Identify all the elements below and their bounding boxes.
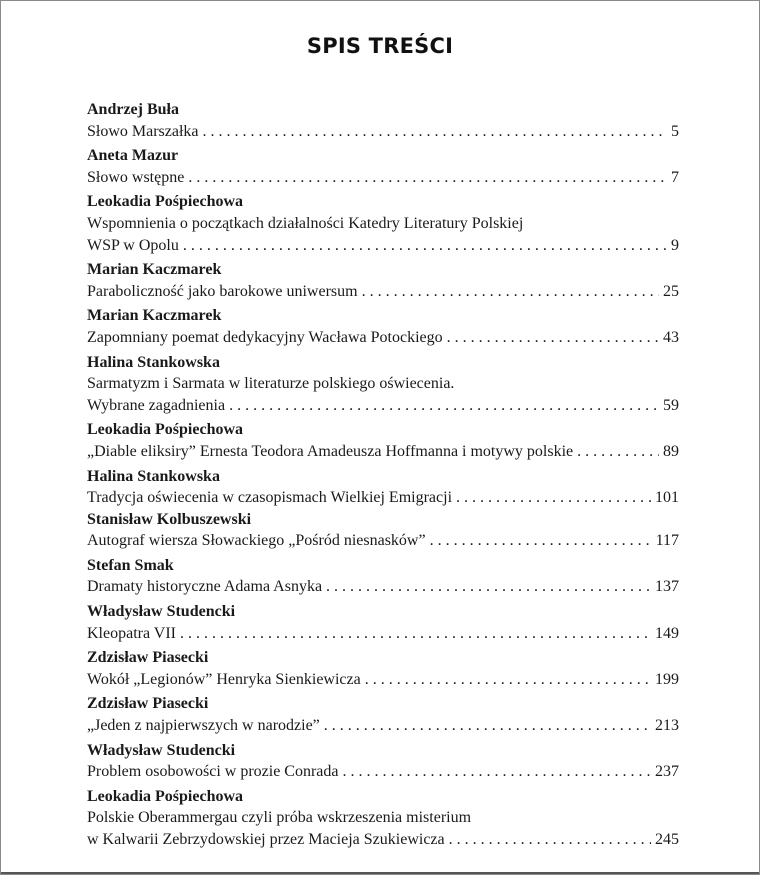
page-number: 5 (671, 122, 679, 140)
toc-author: Marian Kaczmarek (87, 307, 222, 325)
dot-leader (229, 395, 659, 417)
toc-title-row (87, 121, 679, 143)
toc-title: Wokół „Legionów” Henryka Sienkiewicza (87, 670, 361, 688)
page-bottom-rule (1, 872, 759, 874)
toc-title: Słowo Marszałka (87, 122, 199, 140)
page-number: 7 (671, 168, 679, 186)
dot-leader (183, 235, 667, 257)
dot-leader (447, 327, 659, 349)
toc-entry (87, 786, 679, 851)
toc-entry (87, 145, 679, 188)
toc-author: Leokadia Pośpiechowa (87, 421, 244, 439)
toc-title-row (87, 669, 679, 691)
toc-author: Zdzisław Piasecki (87, 649, 209, 667)
toc-title-row (87, 235, 679, 257)
toc-author: Andrzej Buła (87, 101, 179, 118)
toc-title: Wybrane zagadnienia (87, 396, 226, 414)
toc-title: Zapomniany poemat dedykacyjny Wacława Potockiego (87, 328, 443, 346)
toc-entry (87, 352, 679, 417)
toc-title-line: Sarmatyzm i Sarmata w literaturze polskiego oświecenia. (87, 375, 455, 393)
toc-title-row (87, 530, 679, 552)
page-number: 89 (663, 442, 679, 460)
toc-author: Władysław Studencki (87, 741, 236, 759)
page-number: 237 (655, 763, 679, 781)
toc-author: Stanisław Kolbuszewski (87, 510, 252, 528)
toc-title-row (87, 715, 679, 737)
page-number: 137 (655, 578, 679, 596)
toc-entry (87, 555, 679, 598)
toc-title: Problem osobowości w prozie Conrada (87, 763, 339, 781)
toc-title: Autograf wiersza Słowackiego „Pośród niesnasków” (87, 532, 426, 550)
dot-leader (203, 121, 667, 143)
toc-title: Kleopatra VII (87, 624, 176, 642)
toc-title-line: Wspomnienia o początkach działalności Katedry Literatury Polskiej (87, 214, 524, 232)
toc-author: Halina Stankowska (87, 353, 220, 371)
toc-entry (87, 466, 679, 509)
toc-title-row (87, 761, 679, 783)
toc-title: Paraboliczność jako barokowe uniwersum (87, 282, 358, 300)
toc-author: Leokadia Pośpiechowa (87, 787, 244, 805)
toc-title-row (87, 829, 679, 851)
page-number: 149 (655, 624, 679, 642)
page-number: 25 (663, 282, 679, 300)
dot-leader (324, 715, 651, 737)
dot-leader (343, 761, 651, 783)
toc-entry (87, 191, 679, 256)
toc-entry (87, 601, 679, 644)
toc-entry (87, 419, 679, 462)
toc-entry (87, 740, 679, 783)
toc-entry (87, 305, 679, 348)
toc-title-row (87, 576, 679, 598)
page-number: 59 (663, 396, 679, 414)
toc-entry (87, 693, 679, 736)
toc-entry (87, 647, 679, 690)
page-title: SPIS TREŚCI (306, 34, 454, 58)
dot-leader (577, 441, 659, 463)
page-number: 117 (655, 532, 679, 550)
page-number: 213 (655, 717, 679, 735)
toc-author: Władysław Studencki (87, 603, 236, 621)
dot-leader (362, 281, 659, 303)
toc-title: Dramaty historyczne Adama Asnyka (87, 578, 323, 596)
dot-leader (430, 530, 652, 552)
dot-leader (449, 829, 651, 851)
page-number: 43 (663, 328, 679, 346)
toc-title: „Jeden z najpierwszych w narodzie” (87, 717, 320, 735)
toc-author: Aneta Mazur (87, 147, 179, 165)
toc-entry (87, 99, 679, 142)
toc-author: Leokadia Pośpiechowa (87, 193, 244, 211)
toc-title-row (87, 327, 679, 349)
toc-author: Marian Kaczmarek (87, 261, 222, 279)
page-number: 199 (655, 670, 679, 688)
toc-title-row (87, 441, 679, 463)
page-number: 101 (655, 489, 679, 507)
toc-entry (87, 509, 679, 552)
toc-title-row (87, 281, 679, 303)
dot-leader (365, 669, 651, 691)
toc-author: Halina Stankowska (87, 467, 220, 485)
page-number: 245 (655, 831, 679, 848)
toc-entry (87, 259, 679, 302)
toc-title-row (87, 487, 679, 509)
toc-title: w Kalwarii Zebrzydowskiej przez Macieja Szukiewicza (87, 831, 445, 848)
toc-title: WSP w Opolu (87, 236, 179, 254)
page-number: 9 (671, 236, 679, 254)
toc-title: Tradycja oświecenia w czasopismach Wielkiej Emigracji (87, 489, 453, 507)
toc-title: Słowo wstępne (87, 168, 185, 186)
dot-leader (180, 623, 651, 645)
dot-leader (188, 167, 667, 189)
toc-title-line: Polskie Oberammergau czyli próba wskrzeszenia misterium (87, 809, 472, 827)
table-of-contents (87, 99, 679, 854)
toc-title: „Diable eliksiry” Ernesta Teodora Amadeusza Hoffmanna i motywy polskie (87, 442, 574, 460)
toc-author: Stefan Smak (87, 556, 174, 574)
dot-leader (326, 576, 651, 598)
toc-title-row (87, 167, 679, 189)
toc-author: Zdzisław Piasecki (87, 695, 209, 713)
toc-title-row (87, 395, 679, 417)
dot-leader (456, 487, 651, 509)
toc-title-row (87, 623, 679, 645)
